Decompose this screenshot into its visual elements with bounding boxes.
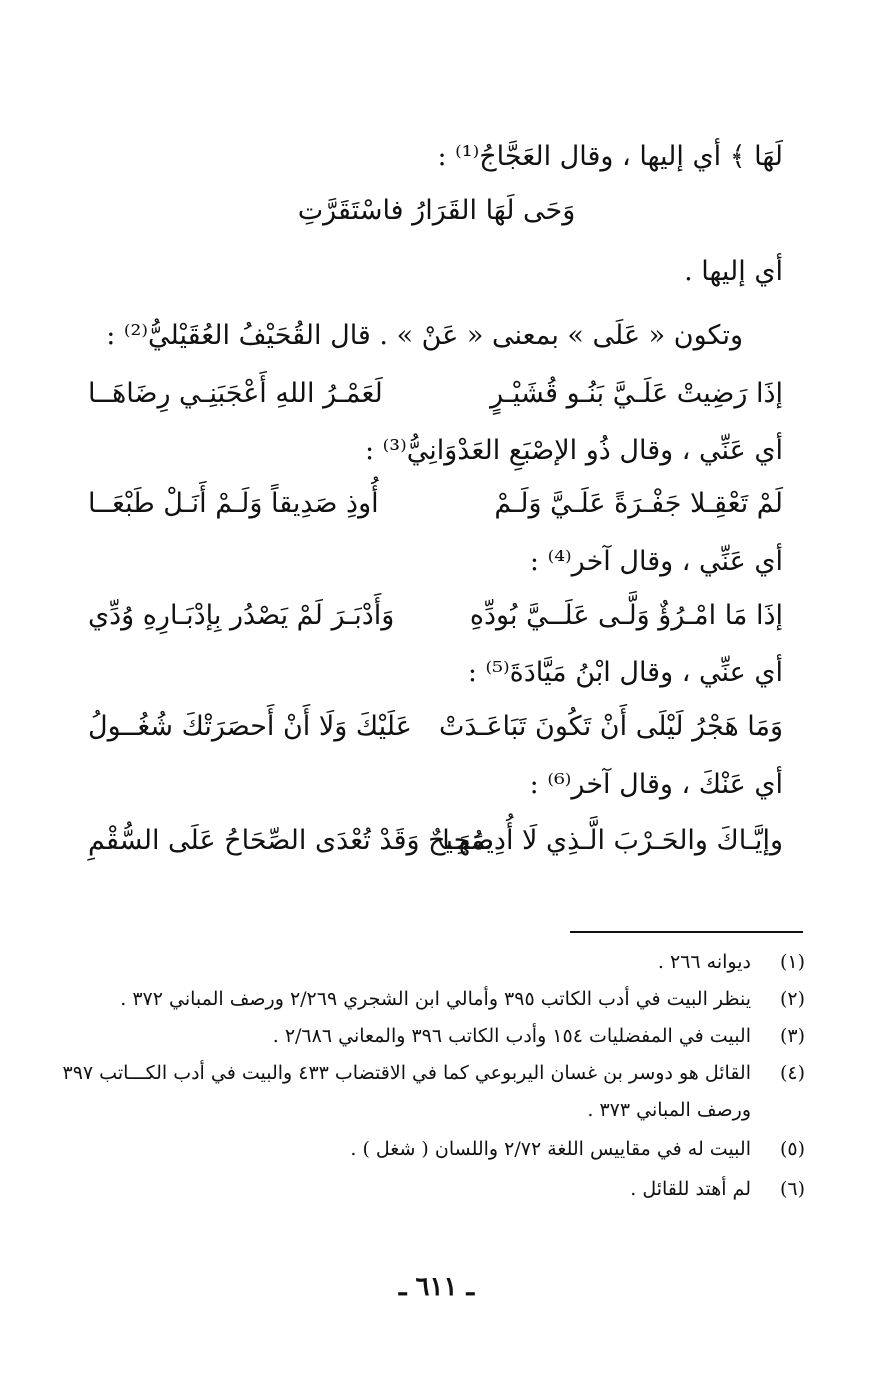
footnote-4-continuation: ورصف المباني ٣٧٣ .: [587, 1099, 751, 1121]
footnote-3-number: (٣): [779, 1025, 805, 1047]
verse-2-second-hemistich: أُوذِ صَدِيقاً وَلَـمْ أَنَـلْ طَبْعَــا: [88, 488, 379, 519]
verse-1-second-hemistich: لَعَمْـرُ اللهِ أَعْجَبَنِـي رِضَاهَــا: [88, 378, 383, 409]
footnote-6-number: (٦): [779, 1178, 805, 1200]
footnote-1-number: (١): [779, 951, 805, 973]
text-line-13: أي عَنْكَ ، وقال آخر⁽⁶⁾ :: [529, 769, 783, 800]
text-line-3: أي إليها .: [684, 256, 783, 287]
footnote-4-text: القائل هو دوسر بن غسان اليربوعي كما في الاقتضاب ٤٣٣ والبيت في أدب الكـــاتب ٣٩٧: [62, 1062, 751, 1084]
verse-4-second-hemistich: عَلَيْكَ وَلَا أَنْ أَحصَرَتْكَ شُغُــولُ: [88, 711, 412, 742]
verse-4-first-hemistich: وَمَا هَجْرُ لَيْلَى أَنْ تَكُونَ تَبَاعَـدَتْ: [438, 711, 783, 742]
verse-2-first-hemistich: لَمْ تَعْقِـلا جَفْـرَةً عَلَـيَّ وَلَـمْ: [494, 488, 783, 519]
verse-4: [0, 713, 873, 753]
verse-centered: وَحَى لَهَا القَرَارُ فاسْتَقَرَّتِ: [297, 195, 576, 226]
footnote-5-text: البيت له في مقاييس اللغة ٢/٧٢ واللسان ( شغل ) .: [350, 1138, 751, 1160]
footnote-2-text: ينظر البيت في أدب الكاتب ٣٩٥ وأمالي ابن الشجري ٢/٢٦٩ ورصف المباني ٣٧٢ .: [120, 988, 751, 1010]
footnote-4-number: (٤): [779, 1062, 805, 1084]
text-line-4: وتكون « عَلَى » بمعنى « عَنْ » . قال القُحَيْفُ العُقَيْليُّ⁽²⁾ :: [106, 320, 743, 351]
text-line-7: أي عَنِّي ، وقال ذُو الإصْبَعِ العَدْوَانِيُّ⁽³⁾ :: [364, 435, 783, 466]
text-line-11: أي عنِّي ، وقال ابْنُ مَيَّادَةَ⁽⁵⁾ :: [467, 657, 783, 688]
verse-5-first-hemistich: وإيَّـاكَ والحَـرْبَ الَّـذِي لَا أُدِيمُهَـا: [442, 825, 783, 856]
verse-5-second-hemistich: صَحِيحٌ وَقَدْ تُعْدَى الصِّحَاحُ عَلَى السُّقْمِ: [88, 825, 495, 856]
page-number: ـ ٦١١ ـ: [398, 1272, 475, 1302]
verse-1-first-hemistich: إذَا رَضِيتْ عَلَـيَّ بَنُـو قُشَيْـرٍ: [490, 378, 783, 409]
verse-3-second-hemistich: وَأَدْبَـرَ لَمْ يَصْدُر بِإدْبَـارِهِ وُدِّي: [88, 600, 395, 631]
verse-5: [0, 827, 873, 867]
footnote-6-text: لم أهتد للقائل .: [630, 1178, 751, 1200]
footnote-divider: [570, 931, 803, 933]
footnote-1-text: ديوانه ٢٦٦ .: [657, 951, 751, 973]
text-line-1: لَهَا ﴾ أي إليها ، وقال العَجَّاجُ⁽¹⁾ :: [437, 141, 783, 172]
footnote-2-number: (٢): [779, 988, 805, 1010]
verse-3-first-hemistich: إذَا مَا امْـرُؤٌ وَلَّـى عَلَــيَّ بُودِّهِ: [469, 600, 783, 631]
verse-3: [0, 602, 873, 642]
footnote-5-number: (٥): [779, 1138, 805, 1160]
verse-2: [0, 490, 873, 530]
text-line-9: أي عَنِّي ، وقال آخر⁽⁴⁾ :: [529, 546, 783, 577]
verse-1: [0, 380, 873, 420]
footnote-3-text: البيت في المفضليات ١٥٤ وأدب الكاتب ٣٩٦ والمعاني ٢/٦٨٦ .: [272, 1025, 751, 1047]
